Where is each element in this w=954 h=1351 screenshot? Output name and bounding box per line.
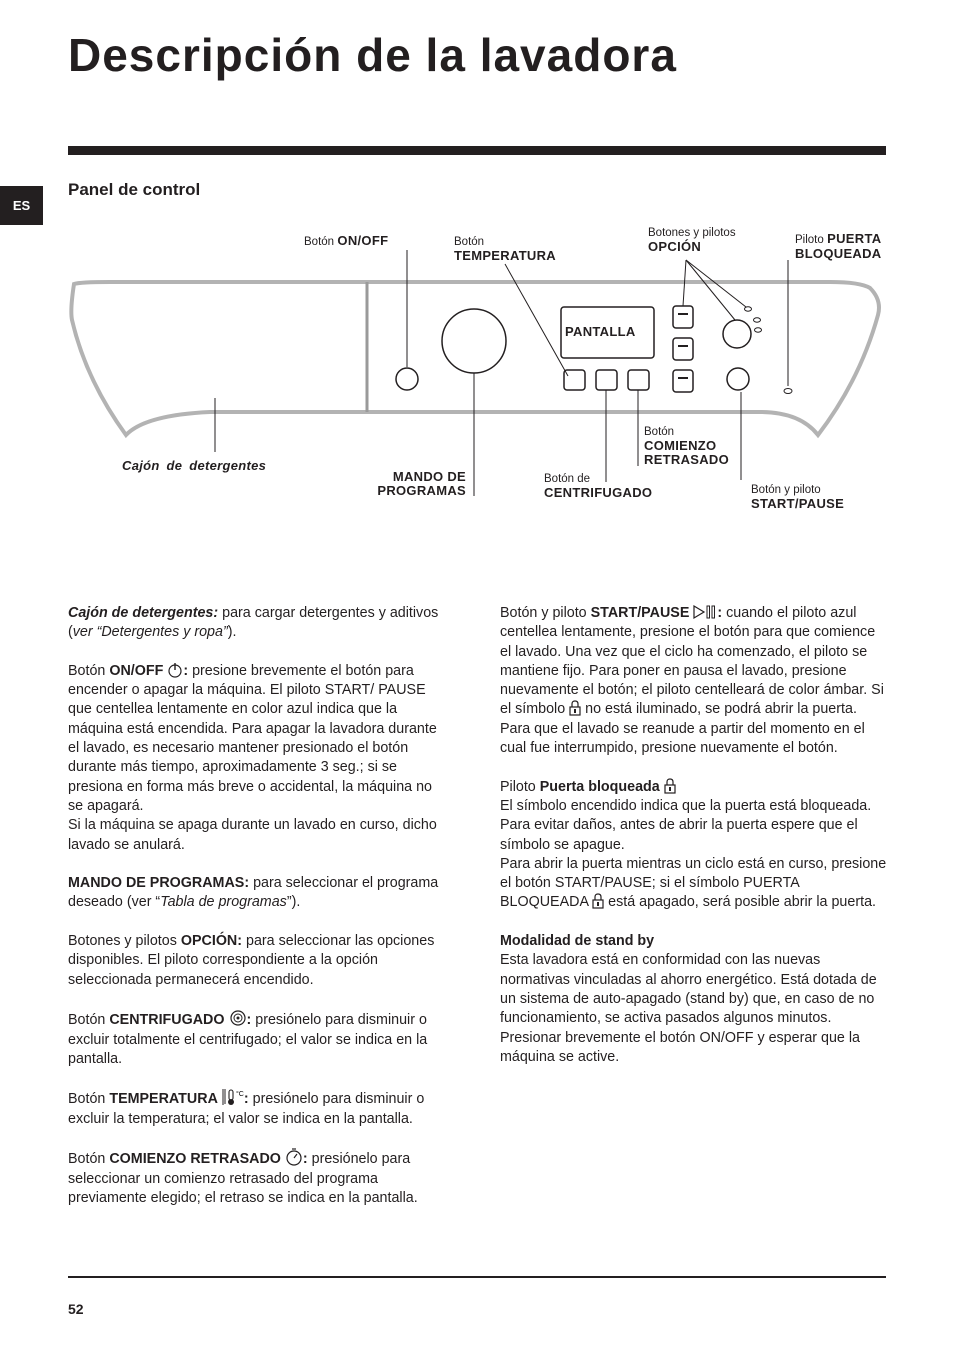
lock-icon [664,778,676,794]
para-opcion: Botones y pilotos OPCIÓN: para seleccionar las opciones disponibles. El piloto correspondiente a la opción seleccionada permanecerá encendido. [68,933,435,988]
control-panel-diagram [0,220,954,520]
footer-rule [68,1276,886,1278]
label-cajon: Cajón de detergentes [122,458,267,473]
para-mando: MANDO DE PROGRAMAS: para seleccionar el programa deseado (ver “Tabla de programas”). [68,875,439,911]
para-startpause: Botón y piloto START/PAUSE : cuando el piloto azul centellea lentamente, presione el botón para que comience el lavado. Una vez que el ciclo ha comenzado, el piloto se mantiene fijo. Para poner en pausa el lavado, presione nuevamente el botón; el piloto centelleará de color ámbar. Si el símbolo no está iluminado, se podrá abrir la puerta. Para que el lavado se reanude a partir del momento en el cual fue interrumpido, presione nuevamente el botón. [500,605,884,757]
thermometer-icon [222,1088,244,1106]
label-onoff: Botón ON/OFF [304,233,389,248]
panel-drawing [0,220,954,520]
label-mando: MANDO DE PROGRAMAS [377,469,466,498]
para-cajon: Cajón de detergentes: para cargar detergentes y aditivos (ver “Detergentes y ropa”). [68,605,439,641]
power-icon [167,662,183,678]
para-puerta: Piloto Puerta bloqueada El símbolo encendido indica que la puerta está bloqueada. Para evitar daños, antes de abrir la puerta espere que el símbolo se apague. Para abrir la puerta mientras un ciclo está en curso, presione el botón START/PAUSE; si el símbolo PUERTA BLOQUEADA está apagado, será posible abrir la puerta. [500,778,887,911]
language-tab: ES [0,186,43,225]
label-centrifugado: Botón de CENTRIFUGADO [544,473,653,500]
timer-icon [285,1148,303,1166]
program-knob [442,309,506,373]
page-number: 52 [68,1301,84,1317]
para-centrifugado: Botón CENTRIFUGADO : presiónelo para disminuir o excluir totalmente el centrifugado; el valor se indica en la pantalla. [68,1009,444,1069]
title-rule [68,146,886,155]
page-title: Descripción de la lavadora [68,29,677,81]
lock-icon [592,893,604,909]
start-pause-icon [693,604,717,620]
label-temperatura: Botón TEMPERATURA [454,236,556,263]
para-onoff: Botón ON/OFF : presione brevemente el botón para encender o apagar la máquina. El piloto START/ PAUSE que centellea lentamente en color azul indica que la máquina está encendida. Para apagar la lavadora durante el lavado, es necesario mantener presionado el botón durante más tiempo, aproximadamente 3 seg.; si se presiona en forma más breve o accidental, la máquina no se apagará. Si la máquina se apaga durante un lavado en curso, dicho lavado se anulará. [68,662,437,853]
label-puerta-bloqueada: Piloto PUERTA BLOQUEADA [795,231,882,261]
startpause-knob [727,368,749,390]
spin-icon [229,1009,247,1027]
svg-text:°C: °C [235,1091,244,1099]
label-pantalla: PANTALLA [565,324,636,339]
right-column [500,604,888,1086]
label-startpause: Botón y piloto START/PAUSE [751,484,845,511]
label-comienzo: Botón COMIENZO RETRASADO [644,426,730,467]
para-comienzo: Botón COMIENZO RETRASADO : presiónelo para seleccionar un comienzo retrasado del programa previamente elegido; el retraso se indica en la pantalla. [68,1148,444,1208]
para-standby: Modalidad de stand by Esta lavadora está en conformidad con las nuevas normativas vinculadas al ahorro energético. Está dotada de un sistema de auto-apagado (stand by) que, en caso de no funcionamiento, se activa pasados algunos minutos. Presionar brevemente el botón ON/OFF y esperar que la máquina se active. [500,933,877,1065]
label-opcion: Botones y pilotos OPCIÓN [648,227,736,254]
section-title: Panel de control [68,180,201,199]
onoff-knob [396,368,418,390]
para-temperatura: Botón TEMPERATURA °C : presiónelo para disminuir o excluir la temperatura; el valor se indica en la pantalla. [68,1088,444,1129]
left-column [68,604,444,1228]
lock-icon [569,700,581,716]
